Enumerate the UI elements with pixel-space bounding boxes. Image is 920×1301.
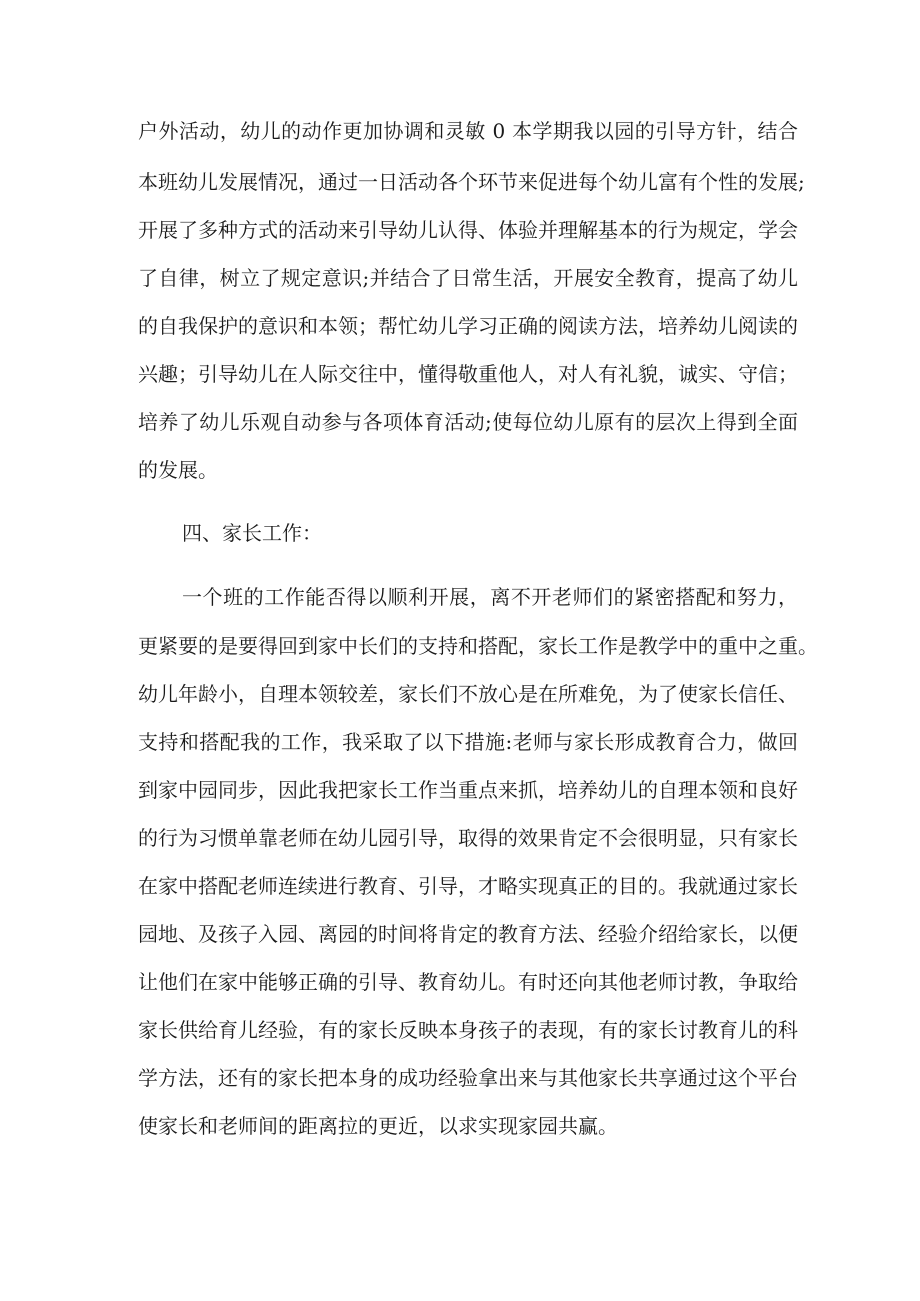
- paragraph-1-line: 了自律，树立了规定意识;并结合了日常生活，开展安全教育，提高了幼儿: [138, 266, 798, 290]
- paragraph-1-line: 开展了多种方式的活动来引导幼儿认得、体验并理解基本的行为规定，学会: [138, 218, 798, 242]
- paragraph-1-line: 的自我保护的意识和本领；帮忙幼儿学习正确的阅读方法，培养幼儿阅读的: [138, 314, 798, 338]
- paragraph-2-line: 学方法，还有的家长把本身的成功经验拿出来与其他家长共享通过这个平台: [138, 1066, 798, 1090]
- paragraph-2-line: 支持和搭配我的工作，我采取了以下措施:老师与家长形成教育合力，做回: [138, 730, 798, 754]
- paragraph-2-line: 家长供给育儿经验，有的家长反映本身孩子的表现，有的家长讨教育儿的科: [138, 1018, 798, 1042]
- paragraph-2-line: 一个班的工作能否得以顺利开展，离不开老师们的紧密搭配和努力，: [182, 585, 798, 609]
- paragraph-2-line: 在家中搭配老师连续进行教育、引导，才略实现真正的目的。我就通过家长: [138, 874, 798, 898]
- paragraph-2-line: 到家中园同步，因此我把家长工作当重点来抓，培养幼儿的自理本领和良好: [138, 778, 798, 802]
- paragraph-1-line: 培养了幼儿乐观自动参与各项体育活动;使每位幼儿原有的层次上得到全面: [138, 410, 798, 434]
- paragraph-1-line: 兴趣；引导幼儿在人际交往中，懂得敬重他人，对人有礼貌，诚实、守信；: [138, 362, 798, 386]
- paragraph-1-line: 的发展。: [138, 458, 218, 482]
- paragraph-2-line: 幼儿年龄小，自理本领较差，家长们不放心是在所难免，为了使家长信任、: [138, 682, 798, 706]
- paragraph-2-line: 园地、及孩子入园、离园的时间将肯定的教育方法、经验介绍给家长，以便: [138, 922, 798, 946]
- paragraph-2-line: 的行为习惯单靠老师在幼儿园引导，取得的效果肯定不会很明显，只有家长: [138, 826, 798, 850]
- paragraph-2-line: 让他们在家中能够正确的引导、教育幼儿。有时还向其他老师讨教，争取给: [138, 970, 798, 994]
- paragraph-1-line: 本班幼儿发展情况，通过一日活动各个环节来促进每个幼儿富有个性的发展;: [138, 170, 805, 194]
- paragraph-2-line: 更紧要的是要得回到家中长们的支持和搭配，家长工作是教学中的重中之重。: [138, 634, 818, 658]
- section-heading: 四、家长工作：: [182, 521, 322, 545]
- paragraph-2-line: 使家长和老师间的距离拉的更近，以求实现家园共赢。: [138, 1114, 618, 1138]
- paragraph-1-line: 户外活动，幼儿的动作更加协调和灵敏 0 本学期我以园的引导方针，结合: [138, 119, 798, 143]
